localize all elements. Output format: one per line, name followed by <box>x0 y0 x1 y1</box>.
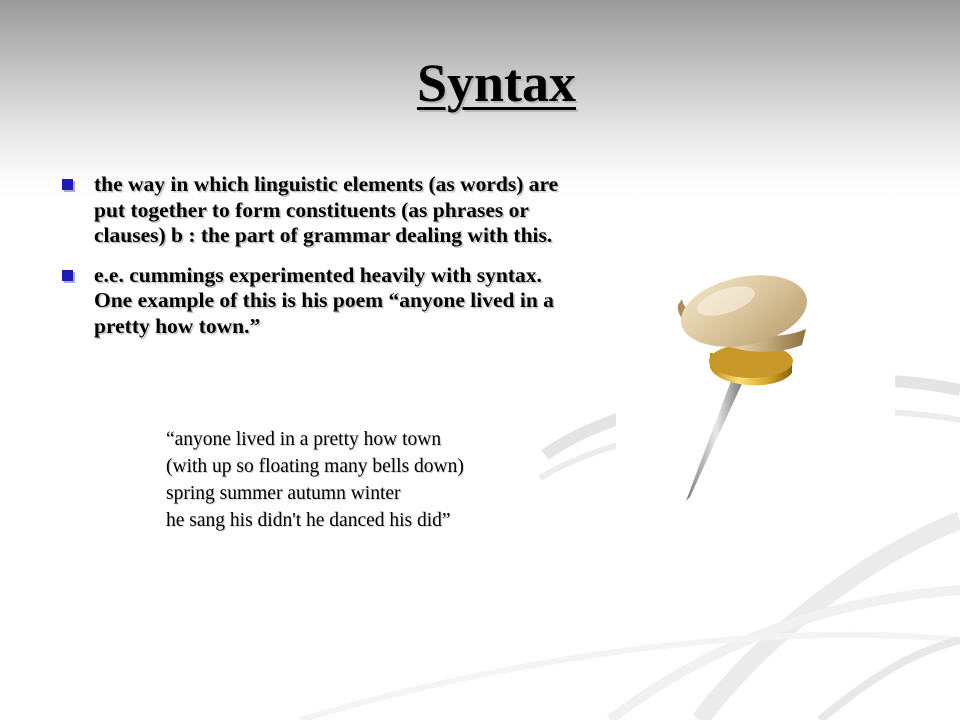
poem-excerpt <box>166 426 464 534</box>
bullet-text: the way in which linguistic elements (as words) are put together to form constituents (as phrases or clauses) b : the part of grammar dealing with this. <box>94 172 559 247</box>
bullet-item-cummings <box>60 263 580 340</box>
poem-line: (with up so floating many bells down) <box>166 456 464 477</box>
thumbtack-icon <box>616 255 895 517</box>
poem-line: “anyone lived in a pretty how town <box>166 429 442 450</box>
bullet-marker-icon <box>62 270 73 281</box>
bullet-item-definition <box>60 172 580 249</box>
slide-title: Syntax <box>416 53 577 113</box>
bullet-marker-icon <box>62 179 73 190</box>
poem-line: spring summer autumn winter <box>166 483 401 504</box>
bullet-list <box>60 172 580 353</box>
bullet-text: e.e. cummings experimented heavily with syntax. One example of this is his poem “anyone lived in a pretty how town.” <box>94 262 554 338</box>
poem-line: he sang his didn't he danced his did” <box>166 510 451 531</box>
